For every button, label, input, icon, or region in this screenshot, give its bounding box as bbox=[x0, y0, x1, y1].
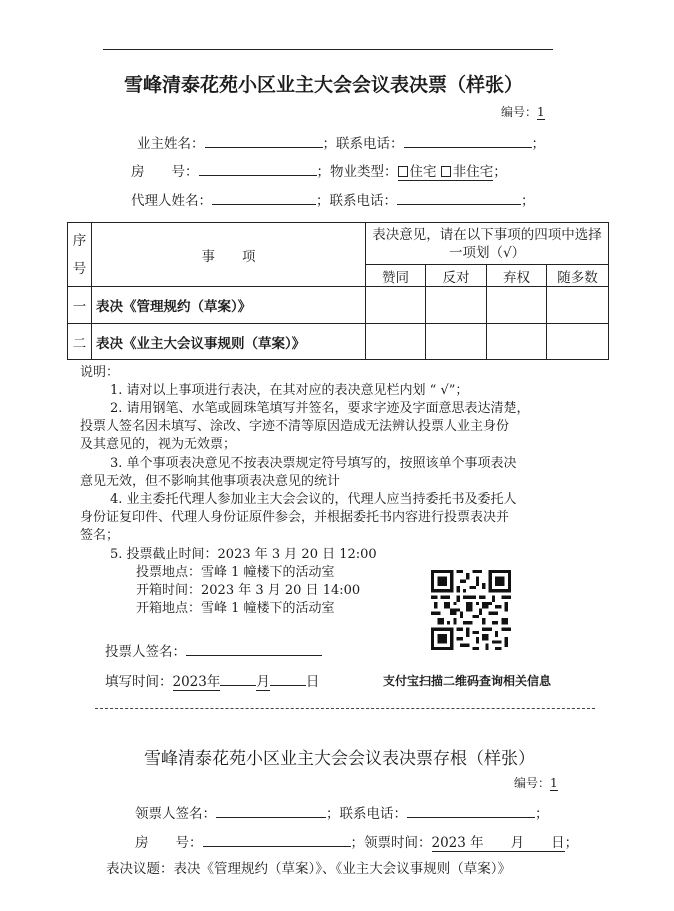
owner-name-label: 业主姓名： bbox=[137, 136, 205, 152]
stub-phone-label: ；联系电话： bbox=[326, 806, 407, 822]
residential-label: 住宅 bbox=[409, 164, 437, 180]
note-line: 签名； bbox=[80, 528, 120, 543]
owner-phone-field[interactable] bbox=[404, 134, 532, 148]
vote-cell-oppose[interactable] bbox=[426, 287, 487, 324]
fill-day-char: 日 bbox=[305, 674, 320, 690]
row-sn: 一 bbox=[68, 287, 92, 324]
sn-header bbox=[68, 223, 92, 287]
note-line: 2. 请用钢笔、水笔或圆珠笔填写并签名，要求字迹及字面意思表达清楚， bbox=[110, 401, 530, 416]
qr-code-icon[interactable] bbox=[430, 570, 512, 650]
fill-year-char: 年 bbox=[206, 674, 221, 690]
option-follow-majority: 随多数 bbox=[547, 265, 609, 287]
vote-cell-approve[interactable] bbox=[366, 324, 426, 360]
semicolon: ； bbox=[531, 136, 545, 152]
vote-cell-abstain[interactable] bbox=[487, 287, 547, 324]
ballot-number-label: 编号： bbox=[501, 105, 538, 119]
row-sn: 二 bbox=[68, 324, 92, 360]
note-line: 身份证复印件、代理人身份证原件参会，并根据委托书内容进行投票表决并 bbox=[80, 510, 510, 525]
vote-place: 投票地点：雪峰 1 幢楼下的活动室 bbox=[136, 565, 335, 580]
vote-cell-follow-majority[interactable] bbox=[547, 287, 609, 324]
option-oppose: 反对 bbox=[426, 265, 487, 287]
receive-time-value: 2023 年 月 日 bbox=[431, 835, 565, 851]
semicolon: ； bbox=[521, 193, 535, 209]
sn-header-top: 序 bbox=[72, 232, 87, 249]
voter-sign-row bbox=[105, 640, 322, 660]
cut-line bbox=[95, 708, 595, 709]
receiver-row bbox=[135, 802, 549, 822]
ballot-number bbox=[501, 103, 545, 120]
fill-time-row bbox=[105, 670, 319, 690]
opinion-header: 表决意见，请在以下事项的四项中选择一项划（√） bbox=[366, 223, 609, 265]
property-type-options bbox=[398, 164, 494, 181]
stub-title: 雪峰清泰花苑小区业主大会会议表决票存根（样张） bbox=[144, 749, 535, 769]
top-rule bbox=[103, 49, 553, 50]
option-approve: 赞同 bbox=[366, 265, 426, 287]
fill-year: 2023 bbox=[172, 674, 207, 690]
vote-table bbox=[67, 222, 609, 360]
stub-number-value: 1 bbox=[550, 776, 558, 790]
non-residential-checkbox[interactable] bbox=[441, 166, 451, 177]
stub-room-row bbox=[135, 831, 578, 851]
stub-number-label: 编号： bbox=[514, 776, 551, 790]
note-line: 投票人签名因未填写、涂改、字迹不清等原因造成无法辨认投票人业主身份 bbox=[80, 419, 510, 434]
vote-cell-oppose[interactable] bbox=[426, 324, 487, 360]
stub-topics: 表决议题：表决《管理规约（草案）》、《业主大会议事规则（草案）》 bbox=[106, 861, 511, 877]
stub-room-field[interactable] bbox=[203, 833, 351, 847]
owner-name-field[interactable] bbox=[205, 134, 323, 148]
agent-phone-field[interactable] bbox=[397, 191, 521, 205]
open-time: 开箱时间：2023 年 3 月 20 日 14:00 bbox=[136, 583, 361, 598]
vote-cell-follow-majority[interactable] bbox=[547, 324, 609, 360]
vote-cell-abstain[interactable] bbox=[487, 324, 547, 360]
sn-header-bottom: 号 bbox=[72, 260, 87, 277]
option-abstain: 弃权 bbox=[487, 265, 547, 287]
property-type-label: ；物业类型： bbox=[316, 164, 398, 180]
residential-checkbox[interactable] bbox=[398, 166, 408, 177]
owner-row bbox=[137, 132, 545, 152]
semicolon: ； bbox=[493, 164, 507, 180]
fill-month-field[interactable] bbox=[220, 672, 256, 686]
receiver-sign-label: 领票人签名： bbox=[135, 806, 216, 822]
room-label: 房 号： bbox=[131, 164, 199, 180]
table-row bbox=[68, 324, 609, 360]
vote-cell-approve[interactable] bbox=[366, 287, 426, 324]
notes-heading: 说明： bbox=[80, 365, 120, 380]
row-item: 表决《业主大会议事规则（草案）》 bbox=[92, 324, 366, 360]
note-line: 1. 请对以上事项进行表决，在其对应的表决意见栏内划 “ √”； bbox=[110, 383, 469, 398]
room-row bbox=[131, 160, 507, 180]
voter-sign-label: 投票人签名： bbox=[105, 644, 186, 660]
fill-day-field[interactable] bbox=[270, 672, 306, 686]
note-line: 3. 单个事项表决意见不按表决票规定符号填写的，按照该单个事项表决 bbox=[110, 456, 517, 471]
voter-sign-field[interactable] bbox=[186, 642, 322, 656]
vote-deadline: 5. 投票截止时间：2023 年 3 月 20 日 12:00 bbox=[110, 547, 377, 562]
qr-caption: 支付宝扫描二维码查询相关信息 bbox=[383, 674, 552, 688]
stub-room-label: 房 号： bbox=[135, 835, 203, 851]
item-header: 事 项 bbox=[92, 223, 366, 287]
agent-phone-label: ；联系电话： bbox=[316, 193, 397, 209]
row-item: 表决《管理规约（草案）》 bbox=[92, 287, 366, 324]
ballot-title: 雪峰清泰花苑小区业主大会会议表决票（样张） bbox=[124, 74, 524, 96]
non-residential-label: 非住宅 bbox=[452, 164, 494, 180]
agent-name-label: 代理人姓名： bbox=[131, 193, 212, 209]
receiver-sign-field[interactable] bbox=[216, 804, 326, 818]
fill-time-label: 填写时间： bbox=[105, 674, 173, 690]
open-place: 开箱地点：雪峰 1 幢楼下的活动室 bbox=[136, 601, 335, 616]
note-line: 4. 业主委托代理人参加业主大会会议的，代理人应当持委托书及委托人 bbox=[110, 492, 517, 507]
stub-phone-field[interactable] bbox=[407, 804, 535, 818]
phone-label: ；联系电话： bbox=[322, 136, 404, 152]
table-row bbox=[68, 287, 609, 324]
ballot-number-value: 1 bbox=[537, 105, 545, 119]
fill-month-char: 月 bbox=[256, 674, 270, 690]
agent-name-field[interactable] bbox=[212, 191, 316, 205]
agent-row bbox=[131, 189, 535, 209]
note-line: 及其意见的，视为无效票； bbox=[80, 437, 237, 452]
note-line: 意见无效，但不影响其他事项表决意见的统计 bbox=[80, 474, 341, 489]
receive-time-label: ；领票时间： bbox=[350, 835, 432, 851]
stub-number bbox=[514, 774, 558, 791]
room-field[interactable] bbox=[199, 162, 317, 176]
semicolon: ； bbox=[535, 806, 549, 822]
semicolon: ； bbox=[564, 835, 579, 851]
